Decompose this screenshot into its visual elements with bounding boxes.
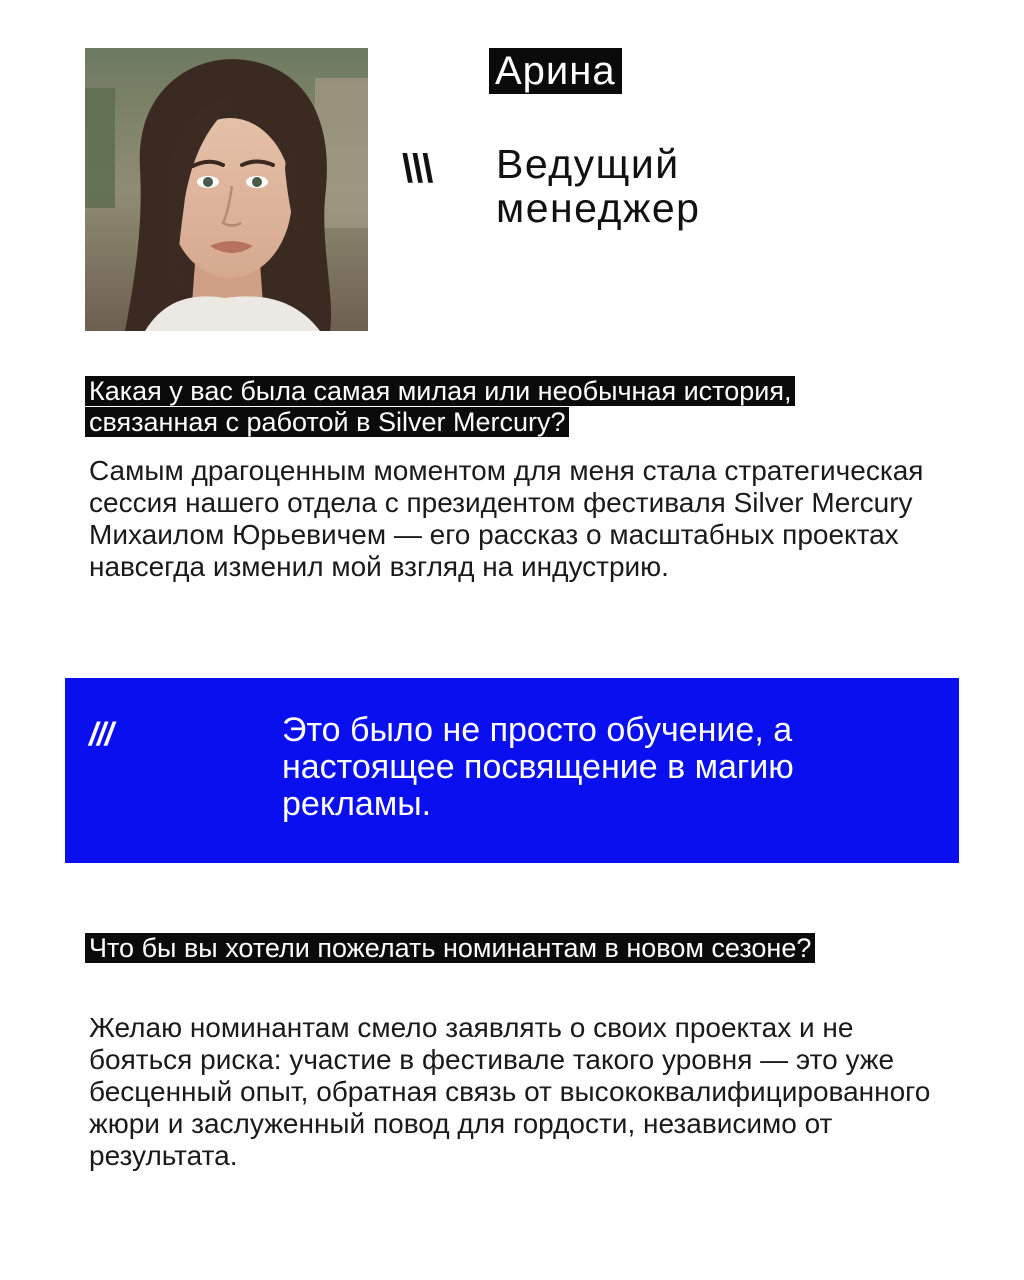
job-title: Ведущий менеджер — [496, 141, 701, 231]
quote-banner — [65, 678, 959, 863]
quote-decor-mark: /// — [89, 716, 113, 752]
role-decor-mark: \\\ — [402, 147, 433, 191]
portrait-image — [85, 48, 368, 331]
quote-text: Это было не просто обучение, а настоящее посвящение в магию рекламы. — [282, 711, 794, 823]
answer-2: Желаю номинантам смело заявлять о своих проектах и не бояться риска: участие в фестивале такого уровня — это уже бесценный опыт, обратная связь от высококвалифицированного жюри и заслуженный повод для гордости, независимо от результата. — [89, 1012, 931, 1171]
question-2 — [85, 933, 845, 964]
profile-photo — [85, 48, 368, 331]
question-1 — [85, 376, 845, 438]
question-2-text: Что бы вы хотели пожелать номинантам в новом сезоне? — [85, 933, 815, 963]
person-name: Арина — [489, 48, 622, 94]
answer-1: Самым драгоценным моментом для меня стала стратегическая сессия нашего отдела с президентом фестиваля Silver Mercury Михаилом Юрьевичем — его рассказ о масштабных проектах навсегда изменил мой взгляд на индустрию. — [89, 455, 924, 582]
question-1-text: Какая у вас была самая милая или необычная история, связанная с работой в Silver Mercury? — [85, 376, 795, 437]
